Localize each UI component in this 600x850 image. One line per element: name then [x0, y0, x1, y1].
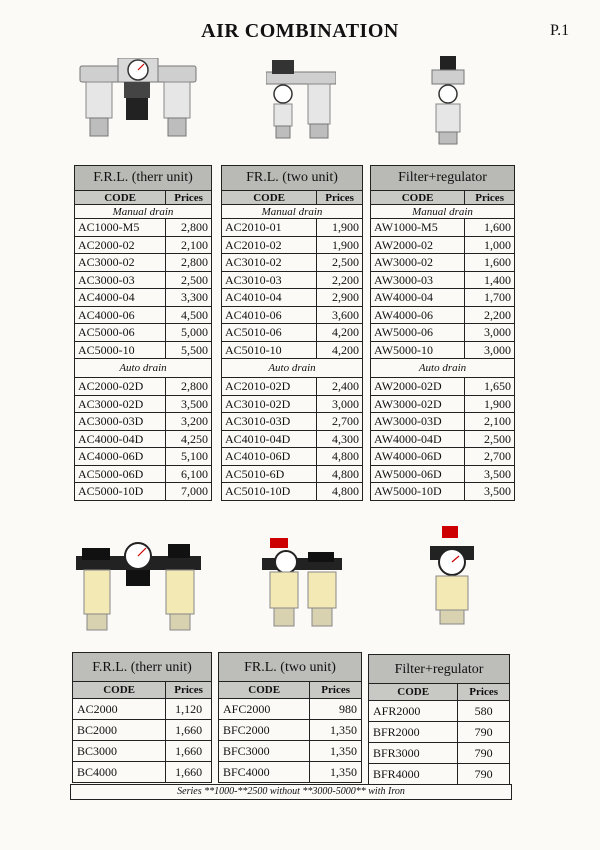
table-row [371, 483, 515, 501]
auto-drain-label: Auto drain [75, 359, 212, 378]
table-row [371, 306, 515, 324]
product-price: 980 [310, 699, 362, 720]
prices-header: Prices [166, 682, 212, 699]
product-code: BFR4000 [369, 764, 458, 785]
product-price: 5,100 [166, 448, 212, 466]
table-row [75, 378, 212, 396]
product-code: BC4000 [73, 762, 166, 783]
product-code: BFC4000 [219, 762, 310, 783]
table-row [222, 289, 363, 307]
table-row [73, 741, 212, 762]
product-price: 5,500 [166, 341, 212, 359]
table-row [75, 289, 212, 307]
page-title: AIR COMBINATION [201, 20, 399, 42]
table-row [222, 306, 363, 324]
product-price: 2,500 [166, 271, 212, 289]
product-price: 6,100 [166, 465, 212, 483]
product-code: AC3000-02 [75, 254, 166, 272]
filter-regulator-image [426, 56, 470, 146]
product-code: AW4000-06D [371, 448, 465, 466]
product-price: 3,000 [317, 395, 363, 413]
table-row [75, 306, 212, 324]
product-price: 3,500 [465, 483, 515, 501]
table-row [369, 722, 510, 743]
product-price: 1,600 [465, 254, 515, 272]
product-code: AW4000-04 [371, 289, 465, 307]
code-header: CODE [75, 191, 166, 205]
product-code: AW3000-02 [371, 254, 465, 272]
product-code: AC2000 [73, 699, 166, 720]
product-price: 7,000 [166, 483, 212, 501]
table-row [73, 762, 212, 783]
table-row [222, 483, 363, 501]
product-code: AFC2000 [219, 699, 310, 720]
prices-header: Prices [317, 191, 363, 205]
product-code: AW1000-M5 [371, 219, 465, 237]
product-price: 4,200 [317, 324, 363, 342]
product-code: AC4000-06D [75, 448, 166, 466]
product-price: 2,700 [465, 448, 515, 466]
product-price: 790 [458, 722, 510, 743]
table-row [369, 743, 510, 764]
product-price: 4,800 [317, 483, 363, 501]
table-row [369, 764, 510, 785]
product-price: 3,200 [166, 413, 212, 431]
table-row [222, 236, 363, 254]
product-price: 2,200 [465, 306, 515, 324]
product-price: 4,250 [166, 430, 212, 448]
product-price: 1,120 [166, 699, 212, 720]
table-row [219, 699, 362, 720]
product-code: AC3000-03 [75, 271, 166, 289]
product-code: AC4000-04D [75, 430, 166, 448]
product-code: AW5000-10D [371, 483, 465, 501]
product-code: AW3000-02D [371, 395, 465, 413]
product-code: AC5000-10D [75, 483, 166, 501]
product-code: AC3010-02 [222, 254, 317, 272]
table-row [371, 341, 515, 359]
product-price: 2,500 [317, 254, 363, 272]
table-row [75, 395, 212, 413]
product-code: AC5000-06D [75, 465, 166, 483]
product-price: 2,100 [166, 236, 212, 254]
product-price: 2,900 [317, 289, 363, 307]
product-price: 4,500 [166, 306, 212, 324]
product-price: 2,800 [166, 378, 212, 396]
product-code: AC4000-04 [75, 289, 166, 307]
product-price: 580 [458, 701, 510, 722]
product-price: 1,600 [465, 219, 515, 237]
table-row [371, 271, 515, 289]
product-code: BC2000 [73, 720, 166, 741]
prices-header: Prices [465, 191, 515, 205]
product-price: 2,800 [166, 254, 212, 272]
table-title: F.R.L. (therr unit) [75, 166, 212, 191]
table-row [371, 324, 515, 342]
product-code: AW2000-02D [371, 378, 465, 396]
frl-two-unit-black-price-table [218, 652, 362, 783]
frl-two-unit-price-table [221, 165, 363, 501]
product-price: 1,660 [166, 720, 212, 741]
product-code: AC3010-03D [222, 413, 317, 431]
product-code: AC5010-6D [222, 465, 317, 483]
product-price: 2,200 [317, 271, 363, 289]
frl-three-unit-image [78, 58, 198, 140]
table-row [222, 430, 363, 448]
table-row [219, 720, 362, 741]
frl-two-unit-black-image [262, 538, 342, 630]
series-footnote: Series **1000-**2500 without **3000-5000** with Iron [70, 784, 512, 800]
table-title: FR.L. (two unit) [222, 166, 363, 191]
product-price: 3,500 [465, 465, 515, 483]
filter-regulator-price-table [370, 165, 515, 501]
product-code: AW2000-02 [371, 236, 465, 254]
product-price: 790 [458, 743, 510, 764]
product-price: 2,700 [317, 413, 363, 431]
product-price: 1,650 [465, 378, 515, 396]
product-code: AC5010-06 [222, 324, 317, 342]
table-row [222, 448, 363, 466]
table-row [75, 413, 212, 431]
table-row [369, 701, 510, 722]
table-title: FR.L. (two unit) [219, 653, 362, 682]
product-price: 1,700 [465, 289, 515, 307]
product-code: BFC3000 [219, 741, 310, 762]
product-code: AC3000-03D [75, 413, 166, 431]
product-price: 3,000 [465, 324, 515, 342]
product-code: AW5000-10 [371, 341, 465, 359]
product-code: AW4000-06 [371, 306, 465, 324]
table-row [222, 341, 363, 359]
table-row [75, 465, 212, 483]
frl-three-unit-black-price-table [72, 652, 212, 783]
auto-drain-label: Auto drain [371, 359, 515, 378]
product-price: 2,100 [465, 413, 515, 431]
table-row [222, 219, 363, 237]
table-row [371, 430, 515, 448]
code-header: CODE [219, 682, 310, 699]
prices-header: Prices [310, 682, 362, 699]
table-row [371, 413, 515, 431]
product-price: 1,000 [465, 236, 515, 254]
product-code: AC4010-06D [222, 448, 317, 466]
code-header: CODE [222, 191, 317, 205]
code-header: CODE [369, 684, 458, 701]
product-code: AC1000-M5 [75, 219, 166, 237]
product-price: 1,350 [310, 762, 362, 783]
product-code: AW5000-06D [371, 465, 465, 483]
manual-drain-label: Manual drain [222, 205, 363, 219]
table-row [219, 762, 362, 783]
product-code: AC5000-10 [75, 341, 166, 359]
product-code: AC2010-02 [222, 236, 317, 254]
product-price: 1,900 [465, 395, 515, 413]
prices-header: Prices [458, 684, 510, 701]
table-row [75, 324, 212, 342]
table-row [222, 271, 363, 289]
product-price: 2,800 [166, 219, 212, 237]
table-row [75, 483, 212, 501]
product-code: AC5010-10 [222, 341, 317, 359]
table-row [371, 289, 515, 307]
table-row [75, 341, 212, 359]
table-row [73, 699, 212, 720]
table-row [75, 219, 212, 237]
table-row [371, 236, 515, 254]
product-code: AC3010-02D [222, 395, 317, 413]
product-code: AFR2000 [369, 701, 458, 722]
code-header: CODE [371, 191, 465, 205]
product-price: 1,350 [310, 720, 362, 741]
table-row [371, 465, 515, 483]
table-title: Filter+regulator [371, 166, 515, 191]
product-price: 5,000 [166, 324, 212, 342]
product-code: AC4010-04 [222, 289, 317, 307]
product-code: BFC2000 [219, 720, 310, 741]
manual-drain-label: Manual drain [371, 205, 515, 219]
product-price: 1,660 [166, 762, 212, 783]
product-price: 3,300 [166, 289, 212, 307]
product-code: AC3000-02D [75, 395, 166, 413]
product-code: BFR2000 [369, 722, 458, 743]
product-code: AC5010-10D [222, 483, 317, 501]
code-header: CODE [73, 682, 166, 699]
table-row [75, 271, 212, 289]
product-price: 1,350 [310, 741, 362, 762]
table-row [219, 741, 362, 762]
product-price: 3,500 [166, 395, 212, 413]
table-row [371, 254, 515, 272]
product-code: AW4000-04D [371, 430, 465, 448]
table-row [371, 219, 515, 237]
product-code: AC3010-03 [222, 271, 317, 289]
product-code: AC4010-04D [222, 430, 317, 448]
table-row [222, 413, 363, 431]
table-row [371, 378, 515, 396]
product-price: 1,400 [465, 271, 515, 289]
table-row [222, 324, 363, 342]
product-code: AC2000-02 [75, 236, 166, 254]
table-row [75, 448, 212, 466]
prices-header: Prices [166, 191, 212, 205]
auto-drain-label: Auto drain [222, 359, 363, 378]
table-row [75, 254, 212, 272]
table-title: F.R.L. (therr unit) [73, 653, 212, 682]
table-row [75, 430, 212, 448]
filter-regulator-black-price-table [368, 654, 510, 785]
manual-drain-label: Manual drain [75, 205, 212, 219]
product-price: 2,500 [465, 430, 515, 448]
product-price: 790 [458, 764, 510, 785]
product-code: AW3000-03 [371, 271, 465, 289]
product-code: AW3000-03D [371, 413, 465, 431]
table-row [371, 395, 515, 413]
product-code: AC5000-06 [75, 324, 166, 342]
product-code: AC2000-02D [75, 378, 166, 396]
table-row [222, 465, 363, 483]
product-price: 4,200 [317, 341, 363, 359]
product-code: BFR3000 [369, 743, 458, 764]
product-code: AC4000-06 [75, 306, 166, 324]
table-title: Filter+regulator [369, 655, 510, 684]
product-code: BC3000 [73, 741, 166, 762]
product-price: 3,600 [317, 306, 363, 324]
product-code: AC4010-06 [222, 306, 317, 324]
product-price: 2,400 [317, 378, 363, 396]
product-price: 4,800 [317, 465, 363, 483]
table-row [222, 254, 363, 272]
product-price: 1,900 [317, 236, 363, 254]
product-price: 3,000 [465, 341, 515, 359]
table-row [222, 378, 363, 396]
frl-two-unit-image [266, 58, 336, 142]
table-row [73, 720, 212, 741]
frl-three-unit-black-image [76, 540, 201, 635]
page-number: P.1 [550, 22, 570, 39]
product-price: 1,660 [166, 741, 212, 762]
product-price: 1,900 [317, 219, 363, 237]
product-price: 4,800 [317, 448, 363, 466]
product-code: AW5000-06 [371, 324, 465, 342]
product-code: AC2010-02D [222, 378, 317, 396]
filter-regulator-black-image [424, 526, 480, 626]
frl-three-unit-price-table [74, 165, 212, 501]
product-code: AC2010-01 [222, 219, 317, 237]
product-price: 4,300 [317, 430, 363, 448]
table-row [222, 395, 363, 413]
table-row [371, 448, 515, 466]
table-row [75, 236, 212, 254]
